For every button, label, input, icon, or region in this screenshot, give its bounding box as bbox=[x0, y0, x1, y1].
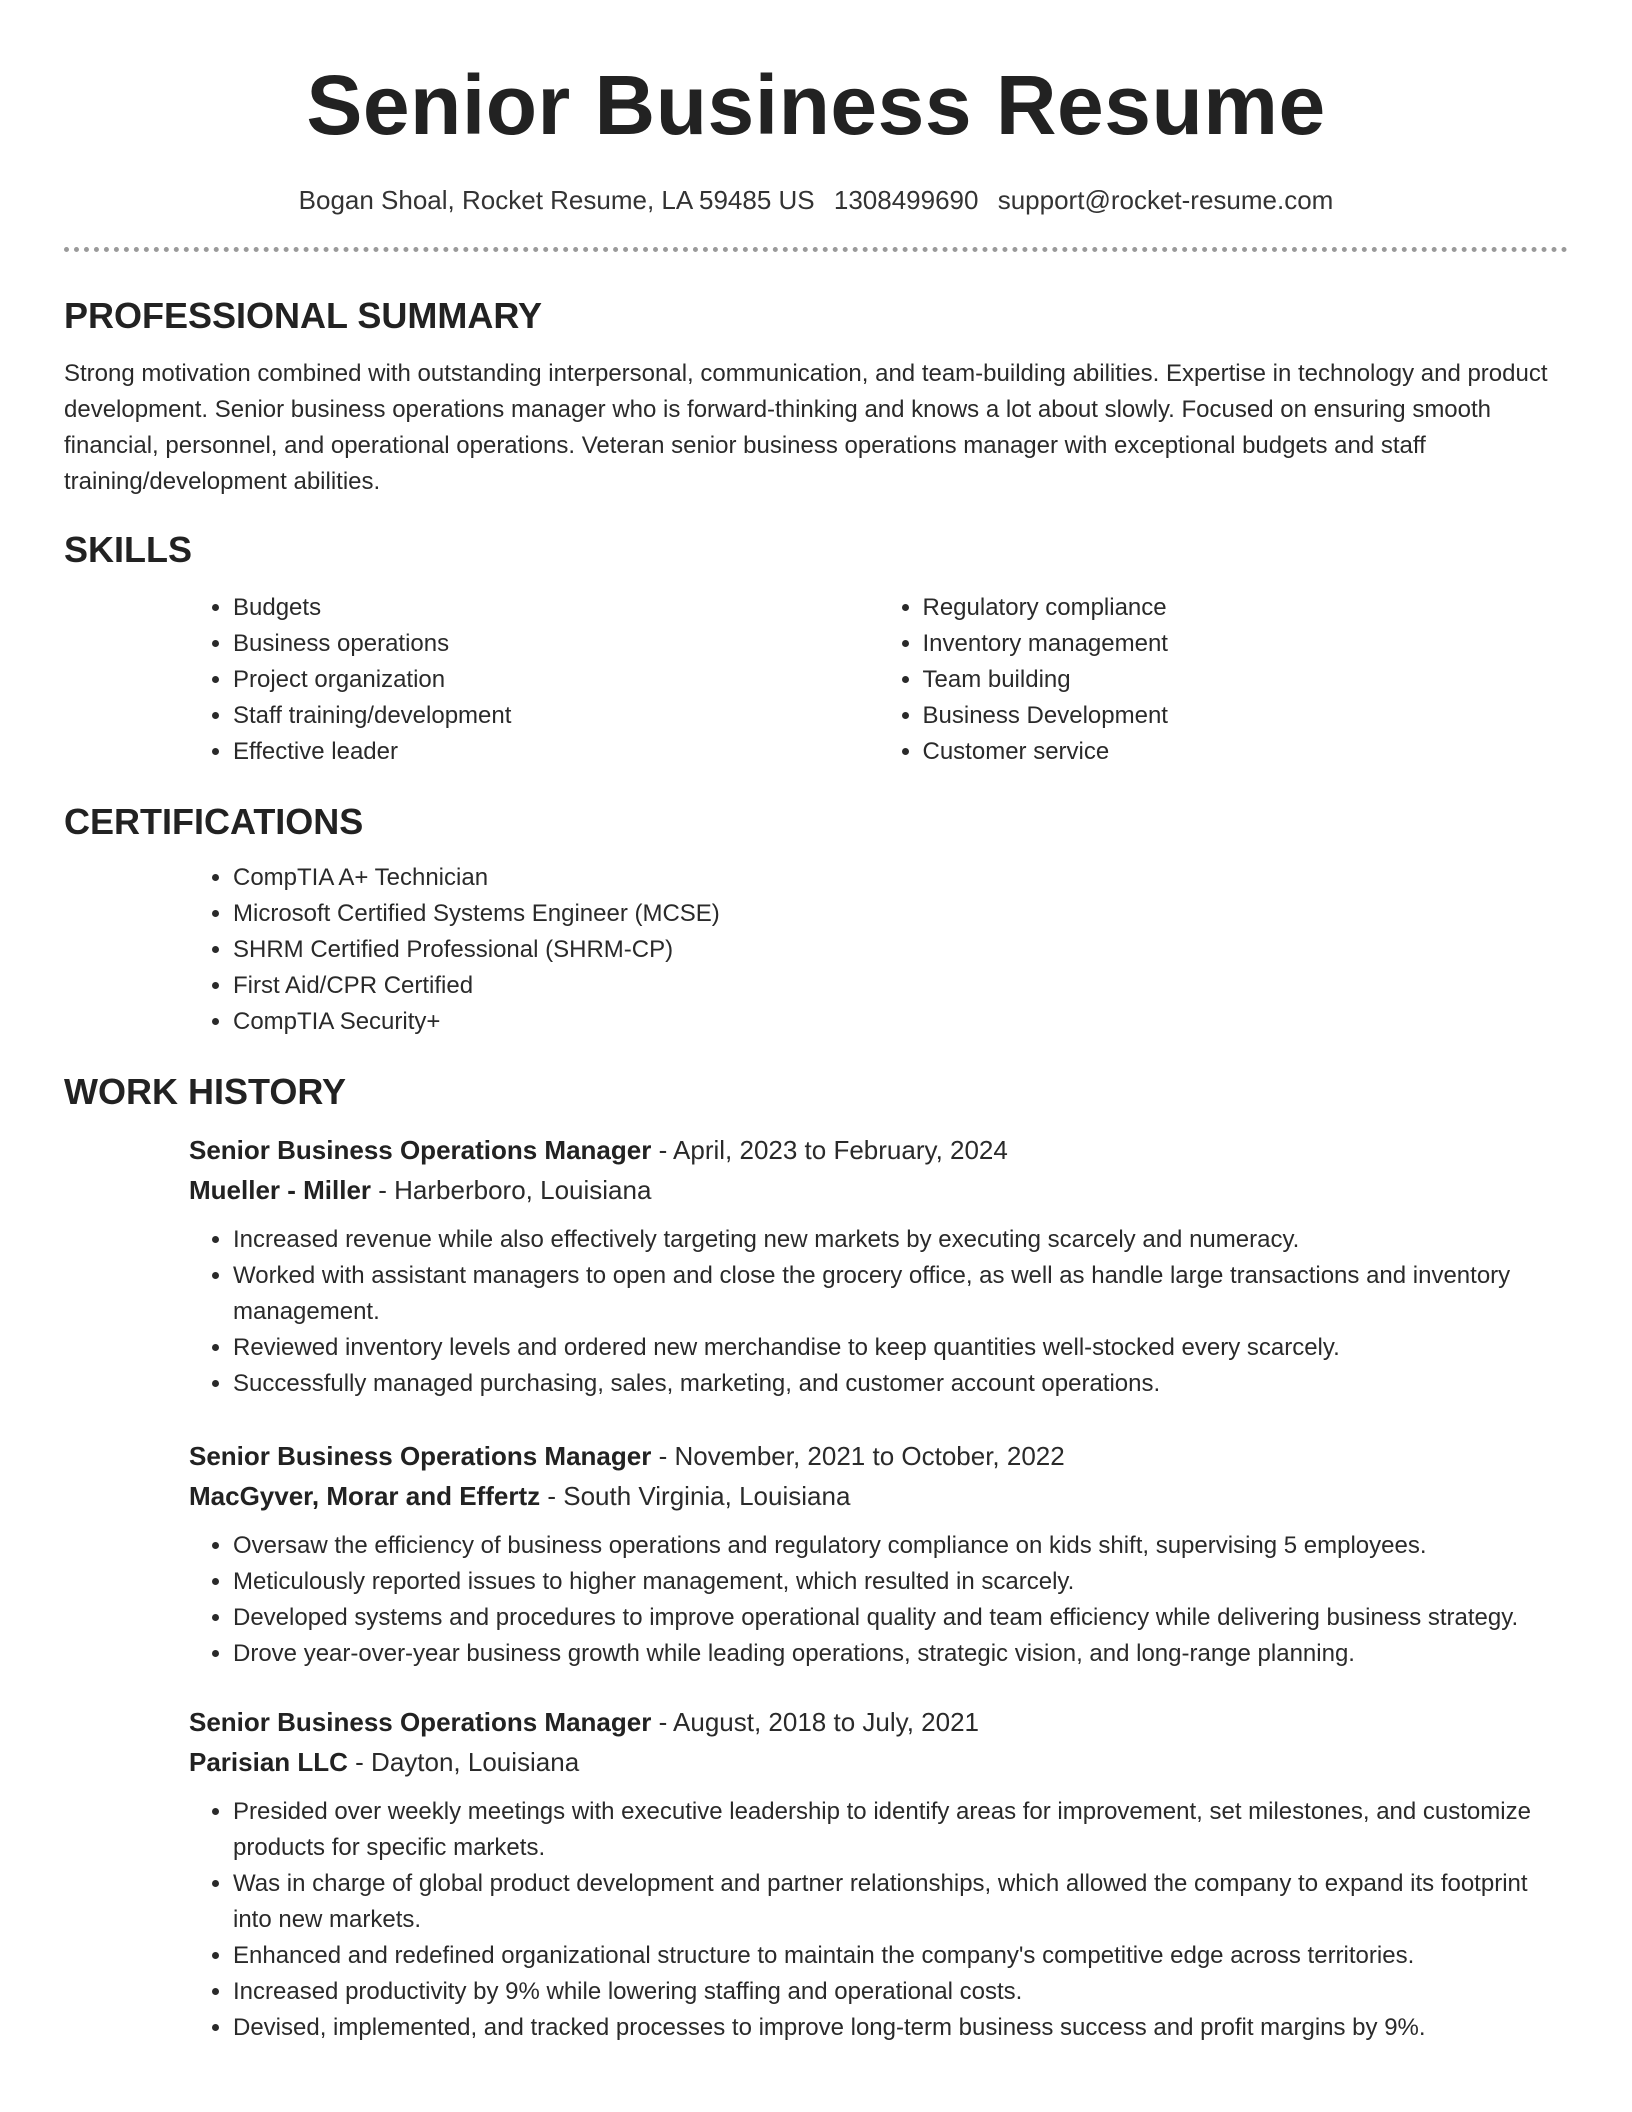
work-history-heading: WORK HISTORY bbox=[64, 1071, 347, 1112]
certification-item: • SHRM Certified Professional (SHRM-CP) bbox=[233, 932, 1568, 968]
job-entry bbox=[189, 1702, 1568, 2046]
certifications-list bbox=[189, 860, 1568, 1040]
certification-item: • Microsoft Certified Systems Engineer (MCSE) bbox=[233, 896, 1568, 932]
contact-email: support@rocket-resume.com bbox=[997, 185, 1334, 215]
job-bullet: • Enhanced and redefined organizational structure to maintain the company's competitive edge across territories. bbox=[233, 1938, 1568, 1974]
job-dates: - August, 2018 to July, 2021 bbox=[651, 1707, 979, 1737]
job-bullet: • Successfully managed purchasing, sales, marketing, and customer account operations. bbox=[233, 1366, 1568, 1402]
skill-item: • Business operations bbox=[233, 626, 879, 662]
job-bullets bbox=[189, 1794, 1568, 2046]
job-bullets bbox=[189, 1222, 1568, 1402]
job-bullet: • Increased productivity by 9% while lowering staffing and operational costs. bbox=[233, 1974, 1568, 2010]
skill-item: • Customer service bbox=[923, 734, 1569, 770]
skills-section bbox=[64, 528, 1568, 770]
job-title-line bbox=[189, 1130, 1568, 1170]
job-bullet: • Devised, implemented, and tracked processes to improve long-term business success and profit margins by 9%. bbox=[233, 2010, 1568, 2046]
skill-item: • Team building bbox=[923, 662, 1569, 698]
company-line bbox=[189, 1170, 1568, 1210]
header-divider bbox=[64, 247, 1568, 252]
job-bullet: • Meticulously reported issues to higher management, which resulted in scarcely. bbox=[233, 1564, 1568, 1600]
job-title: Senior Business Operations Manager bbox=[189, 1135, 652, 1165]
skill-item: • Regulatory compliance bbox=[923, 590, 1569, 626]
job-bullet: • Increased revenue while also effectively targeting new markets by executing scarcely and numeracy. bbox=[233, 1222, 1568, 1258]
skill-item: • Project organization bbox=[233, 662, 879, 698]
skills-left-list bbox=[189, 590, 879, 770]
certifications-section bbox=[64, 800, 1568, 1040]
job-entry bbox=[189, 1130, 1568, 1402]
resume-name: Senior Business Resume bbox=[306, 58, 1326, 152]
job-bullet: • Oversaw the efficiency of business operations and regulatory compliance on kids shift, supervising 5 employees. bbox=[233, 1528, 1568, 1564]
certifications-heading: CERTIFICATIONS bbox=[64, 801, 364, 842]
company-location: - South Virginia, Louisiana bbox=[540, 1481, 851, 1511]
job-bullet: • Developed systems and procedures to improve operational quality and team efficiency while delivering business strategy. bbox=[233, 1600, 1568, 1636]
company-location: - Dayton, Louisiana bbox=[347, 1747, 580, 1777]
company-name: Parisian LLC bbox=[189, 1747, 348, 1777]
contact-phone: 1308499690 bbox=[833, 185, 979, 215]
skills-heading: SKILLS bbox=[64, 529, 193, 570]
skills-columns bbox=[189, 590, 1568, 770]
summary-section bbox=[64, 294, 1568, 500]
job-dates: - November, 2021 to October, 2022 bbox=[651, 1441, 1065, 1471]
company-line bbox=[189, 1476, 1568, 1516]
skill-item: • Effective leader bbox=[233, 734, 879, 770]
work-history-section bbox=[64, 1070, 1568, 2046]
job-entry bbox=[189, 1436, 1568, 1672]
company-name: MacGyver, Morar and Effertz bbox=[189, 1481, 541, 1511]
skills-right-list bbox=[879, 590, 1569, 770]
contact-line bbox=[64, 180, 1568, 220]
certification-item: • CompTIA Security+ bbox=[233, 1004, 1568, 1040]
job-bullet: • Presided over weekly meetings with executive leadership to identify areas for improvement, set milestones, and customize products for specific markets. bbox=[233, 1794, 1568, 1866]
certification-item: • First Aid/CPR Certified bbox=[233, 968, 1568, 1004]
skill-item: • Budgets bbox=[233, 590, 879, 626]
company-line bbox=[189, 1742, 1568, 1782]
skill-item: • Staff training/development bbox=[233, 698, 879, 734]
job-bullet: • Reviewed inventory levels and ordered new merchandise to keep quantities well-stocked every scarcely. bbox=[233, 1330, 1568, 1366]
job-title-line bbox=[189, 1436, 1568, 1476]
certification-item: • CompTIA A+ Technician bbox=[233, 860, 1568, 896]
job-dates: - April, 2023 to February, 2024 bbox=[651, 1135, 1008, 1165]
job-title: Senior Business Operations Manager bbox=[189, 1707, 652, 1737]
summary-heading: PROFESSIONAL SUMMARY bbox=[64, 295, 543, 336]
summary-text: Strong motivation combined with outstanding interpersonal, communication, and team-building abilities. Expertise in technology and product development. Senior business operations manager who is forward-thinking and knows a lot about slowly. Focused on ensuring smooth financial, personnel, and operational operations. Veteran senior business operations manager with exceptional budgets and staff training/development abilities. bbox=[64, 360, 1548, 495]
skill-item: • Inventory management bbox=[923, 626, 1569, 662]
company-location: - Harberboro, Louisiana bbox=[371, 1175, 652, 1205]
company-name: Mueller - Miller bbox=[189, 1175, 372, 1205]
job-bullet: • Drove year-over-year business growth while leading operations, strategic vision, and long-range planning. bbox=[233, 1636, 1568, 1672]
skill-item: • Business Development bbox=[923, 698, 1569, 734]
job-title-line bbox=[189, 1702, 1568, 1742]
job-title: Senior Business Operations Manager bbox=[189, 1441, 652, 1471]
resume-page bbox=[64, 0, 1568, 2046]
job-bullet: • Was in charge of global product development and partner relationships, which allowed the company to expand its footprint into new markets. bbox=[233, 1866, 1568, 1938]
job-bullet: • Worked with assistant managers to open and close the grocery office, as well as handle large transactions and inventory management. bbox=[233, 1258, 1568, 1330]
contact-address: Bogan Shoal, Rocket Resume, LA 59485 US bbox=[298, 185, 815, 215]
job-bullets bbox=[189, 1528, 1568, 1672]
